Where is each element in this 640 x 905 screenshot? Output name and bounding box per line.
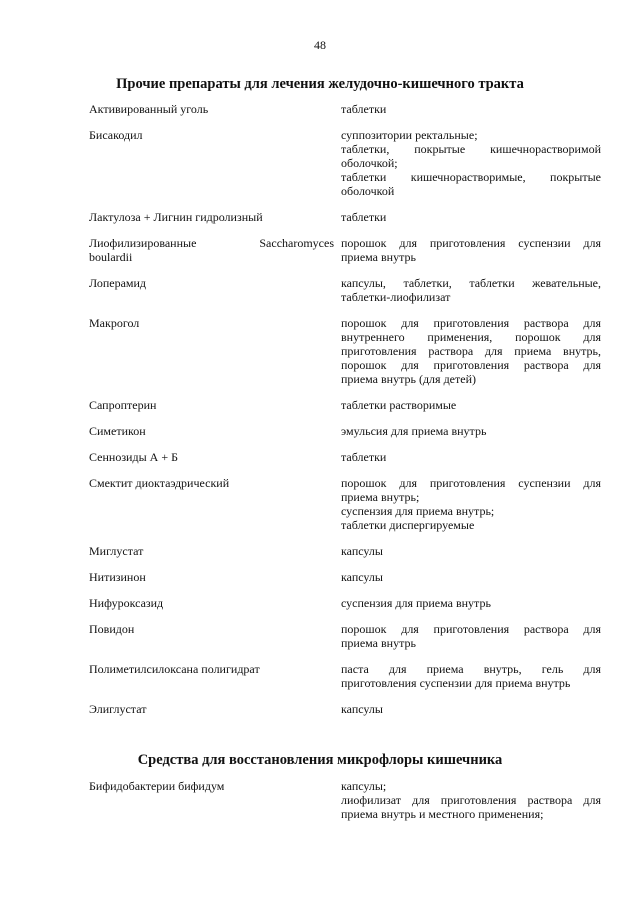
table-row — [89, 596, 601, 610]
drug-name — [89, 544, 334, 558]
dosage-form — [341, 236, 601, 264]
dosage-form-line: порошок для приготовления раствора для — [341, 316, 601, 330]
table-row — [89, 622, 601, 650]
drug-name-line: Сапроптерин — [89, 398, 157, 412]
dosage-form-line: таблетки — [341, 210, 387, 224]
drug-name-line: Лиофилизированные Saccharomyces — [89, 236, 334, 250]
drug-name-line: Симетикон — [89, 424, 146, 438]
drug-name-line: Бифидобактерии бифидум — [89, 779, 225, 793]
table-row — [89, 276, 601, 304]
dosage-form-line: таблетки растворимые — [341, 398, 457, 412]
drug-name-line: boulardii — [89, 250, 133, 264]
dosage-form — [341, 596, 601, 610]
dosage-form — [341, 544, 601, 558]
dosage-form-line: порошок для приготовления суспензии для — [341, 476, 601, 490]
dosage-form-line: капсулы — [341, 702, 383, 716]
dosage-form-line: суспензия для приема внутрь; — [341, 504, 495, 518]
drug-name — [89, 424, 334, 438]
dosage-form — [341, 450, 601, 464]
dosage-form-line: приготовления раствора для приема внутрь, — [341, 344, 601, 358]
dosage-form-line: таблетки — [341, 102, 387, 116]
drug-name — [89, 316, 334, 386]
table-row — [89, 702, 601, 716]
dosage-form-line: капсулы; — [341, 779, 387, 793]
drug-name-line: Активированный уголь — [89, 102, 209, 116]
dosage-form-line: таблетки, покрытые кишечнорастворимой — [341, 142, 601, 156]
dosage-form — [341, 476, 601, 532]
dosage-form — [341, 570, 601, 584]
dosage-form-line: таблетки-лиофилизат — [341, 290, 451, 304]
drug-name-line: Миглустат — [89, 544, 144, 558]
drug-name-line: Полиметилсилоксана полигидрат — [89, 662, 260, 676]
drug-table — [89, 102, 601, 716]
drug-name — [89, 596, 334, 610]
dosage-form-line: паста для приема внутрь, гель для — [341, 662, 601, 676]
dosage-form-line: порошок для приготовления суспензии для — [341, 236, 601, 250]
table-row — [89, 398, 601, 412]
dosage-form-line: приема внутрь; — [341, 490, 420, 504]
drug-name-line: Элиглустат — [89, 702, 147, 716]
dosage-form-line: суспензия для приема внутрь — [341, 596, 491, 610]
dosage-form-line: порошок для приготовления раствора для — [341, 622, 601, 636]
drug-name — [89, 210, 334, 224]
dosage-form-line: капсулы, таблетки, таблетки жевательные, — [341, 276, 601, 290]
table-row — [89, 236, 601, 264]
dosage-form — [341, 316, 601, 386]
table-row — [89, 662, 601, 690]
drug-name — [89, 476, 334, 532]
dosage-form-line: оболочкой — [341, 184, 395, 198]
drug-name — [89, 236, 334, 264]
table-row — [89, 102, 601, 116]
table-row — [89, 210, 601, 224]
dosage-form — [341, 210, 601, 224]
dosage-form — [341, 128, 601, 198]
drug-name — [89, 398, 334, 412]
drug-name — [89, 779, 334, 821]
drug-name-line: Бисакодил — [89, 128, 143, 142]
drug-name — [89, 662, 334, 690]
dosage-form-line: капсулы — [341, 544, 383, 558]
drug-table — [89, 779, 601, 821]
drug-name-line: Повидон — [89, 622, 135, 636]
dosage-form-line: таблетки диспергируемые — [341, 518, 475, 532]
dosage-form — [341, 276, 601, 304]
page-number: 48 — [314, 38, 326, 52]
drug-name-line: Сеннозиды А + Б — [89, 450, 178, 464]
dosage-form — [341, 622, 601, 650]
drug-name — [89, 128, 334, 198]
dosage-form — [341, 662, 601, 690]
table-row — [89, 424, 601, 438]
table-row — [89, 476, 601, 532]
drug-name-line: Макрогол — [89, 316, 140, 330]
drug-name-line: Смектит диоктаэдрический — [89, 476, 230, 490]
dosage-form — [341, 398, 601, 412]
table-row — [89, 316, 601, 386]
dosage-form-line: суппозитории ректальные; — [341, 128, 478, 142]
dosage-form — [341, 779, 601, 821]
dosage-form-line: оболочкой; — [341, 156, 398, 170]
drug-name-line: Нифуроксазид — [89, 596, 164, 610]
dosage-form-line: капсулы — [341, 570, 383, 584]
table-row — [89, 450, 601, 464]
section-title: Средства для восстановления микрофлоры кишечника — [137, 752, 503, 768]
dosage-form-line: приема внутрь — [341, 250, 416, 264]
section-title: Прочие препараты для лечения желудочно-кишечного тракта — [116, 76, 524, 92]
dosage-form-line: порошок для приготовления раствора для — [341, 358, 601, 372]
dosage-form-line: приготовления суспензии для приема внутрь — [341, 676, 571, 690]
table-row — [89, 128, 601, 198]
dosage-form — [341, 424, 601, 438]
dosage-form-line: приема внутрь — [341, 636, 416, 650]
drug-name-line: Лоперамид — [89, 276, 147, 290]
dosage-form-line: таблетки — [341, 450, 387, 464]
dosage-form-line: приема внутрь (для детей) — [341, 372, 476, 386]
dosage-form-line: эмульсия для приема внутрь — [341, 424, 487, 438]
dosage-form — [341, 702, 601, 716]
drug-name — [89, 570, 334, 584]
drug-name-line: Нитизинон — [89, 570, 146, 584]
table-row — [89, 544, 601, 558]
drug-name — [89, 622, 334, 650]
drug-name — [89, 702, 334, 716]
dosage-form-line: внутреннего применения, порошок для — [341, 330, 601, 344]
dosage-form-line: приема внутрь и местного применения; — [341, 807, 544, 821]
dosage-form — [341, 102, 601, 116]
dosage-form-line: лиофилизат для приготовления раствора для — [341, 793, 601, 807]
drug-name — [89, 276, 334, 304]
drug-name — [89, 450, 334, 464]
drug-name-line: Лактулоза + Лигнин гидролизный — [89, 210, 263, 224]
drug-name — [89, 102, 334, 116]
table-row — [89, 570, 601, 584]
table-row — [89, 779, 601, 821]
dosage-form-line: таблетки кишечнорастворимые, покрытые — [341, 170, 601, 184]
